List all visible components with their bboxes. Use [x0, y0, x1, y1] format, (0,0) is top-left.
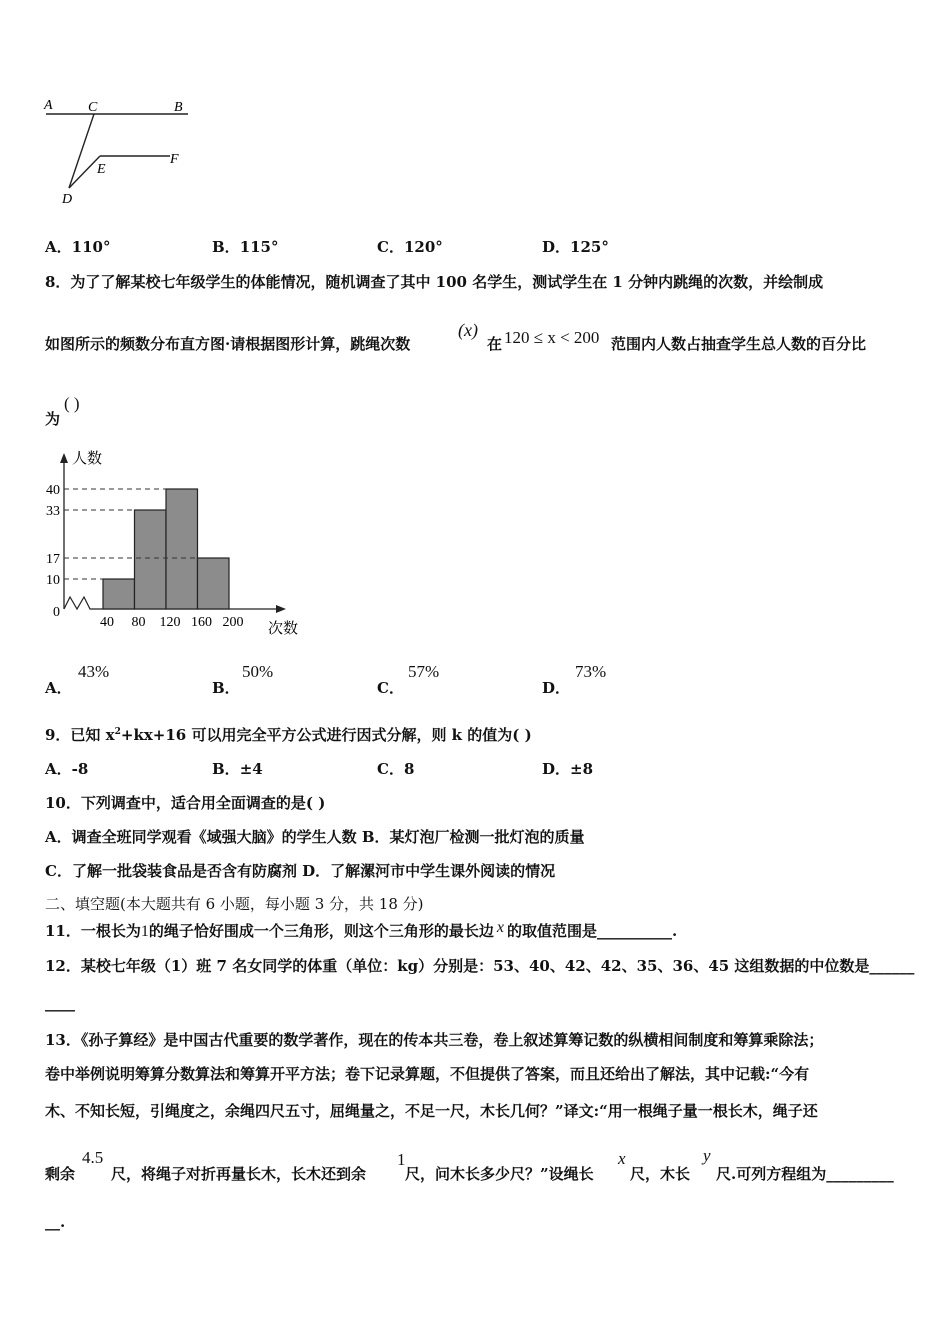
- q7-option-d: [542, 236, 609, 257]
- q8-option-a-text: 43%: [78, 662, 110, 681]
- q8-line1: 8．为了了解某校七年级学生的体能情况，随机调查了其中 100 名学生，测试学生在 1 分钟内跳绳的次数，并绘制成: [45, 273, 824, 291]
- q8-option-a-letter: A．: [45, 679, 72, 697]
- q8-line2-c: 范围内人数占抽查学生总人数的百分比: [611, 335, 867, 353]
- q10-options-line1: A．调查全班同学观看《域强大脑》的学生人数 B．某灯泡厂检测一批灯泡的质量: [45, 828, 585, 846]
- q13-var-y: y: [703, 1146, 711, 1165]
- q13-line4-d: 尺，木长: [630, 1165, 691, 1183]
- q11-value: 1: [140, 923, 149, 940]
- option-text: 8: [403, 760, 415, 778]
- x-axis-label: 次数: [268, 621, 299, 637]
- q8-var-x: (x): [458, 320, 478, 340]
- q9-sup: 2: [114, 727, 121, 737]
- q9-option-c: [377, 758, 414, 779]
- label-E: E: [97, 162, 106, 177]
- y-tick-label: 40: [46, 483, 60, 498]
- y-axis-label: 人数: [72, 451, 103, 467]
- q12-stem: 12．某校七年级（1）班 7 名女同学的体重（单位：kg）分别是：53、40、42、42、35、36、45 这组数据的中位数是______: [45, 957, 915, 975]
- q8-option-d-letter: D．: [542, 679, 571, 697]
- q7-option-b: [212, 236, 279, 257]
- option-text: ±4: [239, 760, 263, 778]
- q9-option-b: [212, 758, 263, 779]
- q8-line2-b: 在: [487, 335, 503, 353]
- geometry-figure: [38, 92, 198, 214]
- x-tick-label: 160: [191, 615, 212, 630]
- option-letter: A．: [45, 760, 72, 778]
- q11-text-b: 的绳子恰好围成一个三角形，则这个三角形的最长边: [148, 922, 494, 940]
- q8-option-c-letter: C．: [377, 679, 404, 697]
- q8-line3: 为: [45, 410, 61, 428]
- histogram-bar: [103, 579, 135, 609]
- option-letter: D．: [542, 760, 571, 778]
- option-letter: B．: [212, 238, 240, 256]
- q10-options-line2: C．了解一批袋装食品是否含有防腐剂 D．了解漯河市中学生课外阅读的情况: [45, 862, 556, 880]
- q13-line4-a: 剩余: [45, 1165, 76, 1183]
- q8-option-d-text: 73%: [575, 662, 607, 681]
- y-tick-label: 33: [46, 504, 60, 519]
- q13-value-4-5: 4.5: [82, 1148, 104, 1167]
- q9-text-a: 9．已知 x: [45, 726, 115, 744]
- option-text: ±8: [570, 760, 594, 778]
- q8-option-c-text: 57%: [408, 662, 440, 681]
- q13-line3: 木、不知长短，引绳度之，余绳四尺五寸，屈绳量之，不足一尺，木长几何？”译文:“用一根绳子量一根长木，绳子还: [45, 1102, 818, 1120]
- x-axis-arrow: [276, 605, 286, 613]
- x-tick-label: 80: [131, 615, 146, 630]
- option-letter: A．: [45, 238, 72, 256]
- y-axis-arrow: [60, 453, 68, 463]
- y-tick-label: 0: [53, 605, 60, 620]
- q11-var-x: x: [496, 919, 504, 936]
- q13-line1: 13．《孙子算经》是中国古代重要的数学著作，现在的传本共三卷，卷上叙述算筹记数的纵横相间制度和筹算乘除法；: [45, 1031, 824, 1049]
- q13-var-x: x: [618, 1149, 626, 1168]
- q13-line2: 卷中举例说明筹算分数算法和筹算开平方法；卷下记录算题，不但提供了答案，而且还给出了解法，其中记载:“今有: [45, 1065, 810, 1083]
- q13-blank-continuation: __.: [45, 1213, 66, 1231]
- q13-line4-e: 尺.可列方程组为_________: [716, 1165, 894, 1183]
- option-text: 125°: [570, 238, 609, 256]
- q7-option-c: [377, 236, 443, 257]
- label-D: D: [62, 192, 73, 207]
- q8-range: 120 ≤ x < 200: [504, 328, 600, 347]
- q9-text-b: +kx+16 可以用完全平方公式进行因式分解，则 k 的值为( ): [120, 726, 532, 744]
- label-A: A: [44, 98, 53, 113]
- q11-stem: [45, 920, 677, 941]
- q12-blank-continuation: ____: [45, 994, 75, 1012]
- option-text: 120°: [403, 238, 443, 256]
- option-text: 110°: [71, 238, 111, 256]
- q8-option-b-letter: B．: [212, 679, 240, 697]
- option-letter: C．: [377, 238, 404, 256]
- histogram-bar: [166, 489, 198, 609]
- label-B: B: [174, 100, 183, 115]
- q9-option-a: [45, 758, 88, 779]
- q13-line4-b: 尺，将绳子对折再量长木，长木还到余: [111, 1165, 367, 1183]
- q8-option-b-text: 50%: [242, 662, 274, 681]
- q7-option-a: [45, 236, 110, 257]
- option-text: -8: [71, 760, 89, 778]
- histogram-bar: [135, 510, 167, 609]
- option-letter: B．: [212, 760, 240, 778]
- x-tick-label: 200: [222, 615, 244, 630]
- q11-text-a: 11．一根长为: [45, 922, 141, 940]
- option-text: 115°: [239, 238, 279, 256]
- histogram-bar: [198, 558, 230, 609]
- x-tick-label: 120: [159, 615, 181, 630]
- x-tick-label: 40: [100, 615, 114, 630]
- option-letter: D．: [542, 238, 571, 256]
- label-C: C: [88, 100, 98, 115]
- q9-stem: [45, 724, 532, 745]
- q9-option-d: [542, 758, 593, 779]
- axis-break: [64, 597, 94, 609]
- q13-value-1: 1: [397, 1150, 406, 1169]
- histogram-chart: [40, 445, 310, 640]
- q10-stem: 10．下列调查中，适合用全面调查的是( ): [45, 794, 326, 812]
- label-F: F: [170, 152, 179, 167]
- q13-line4-c: 尺，问木长多少尺？”设绳长: [405, 1165, 594, 1183]
- q11-text-c: 的取值范围是__________.: [507, 922, 678, 940]
- q8-line2-a: 如图所示的频数分布直方图·请根据图形计算，跳绳次数: [45, 335, 411, 353]
- y-tick-label: 17: [46, 552, 60, 567]
- section2-heading: 二、填空题(本大题共有 6 小题，每小题 3 分，共 18 分): [45, 895, 424, 913]
- option-letter: C．: [377, 760, 404, 778]
- q8-paren: ( ): [64, 394, 80, 413]
- y-tick-label: 10: [46, 573, 60, 588]
